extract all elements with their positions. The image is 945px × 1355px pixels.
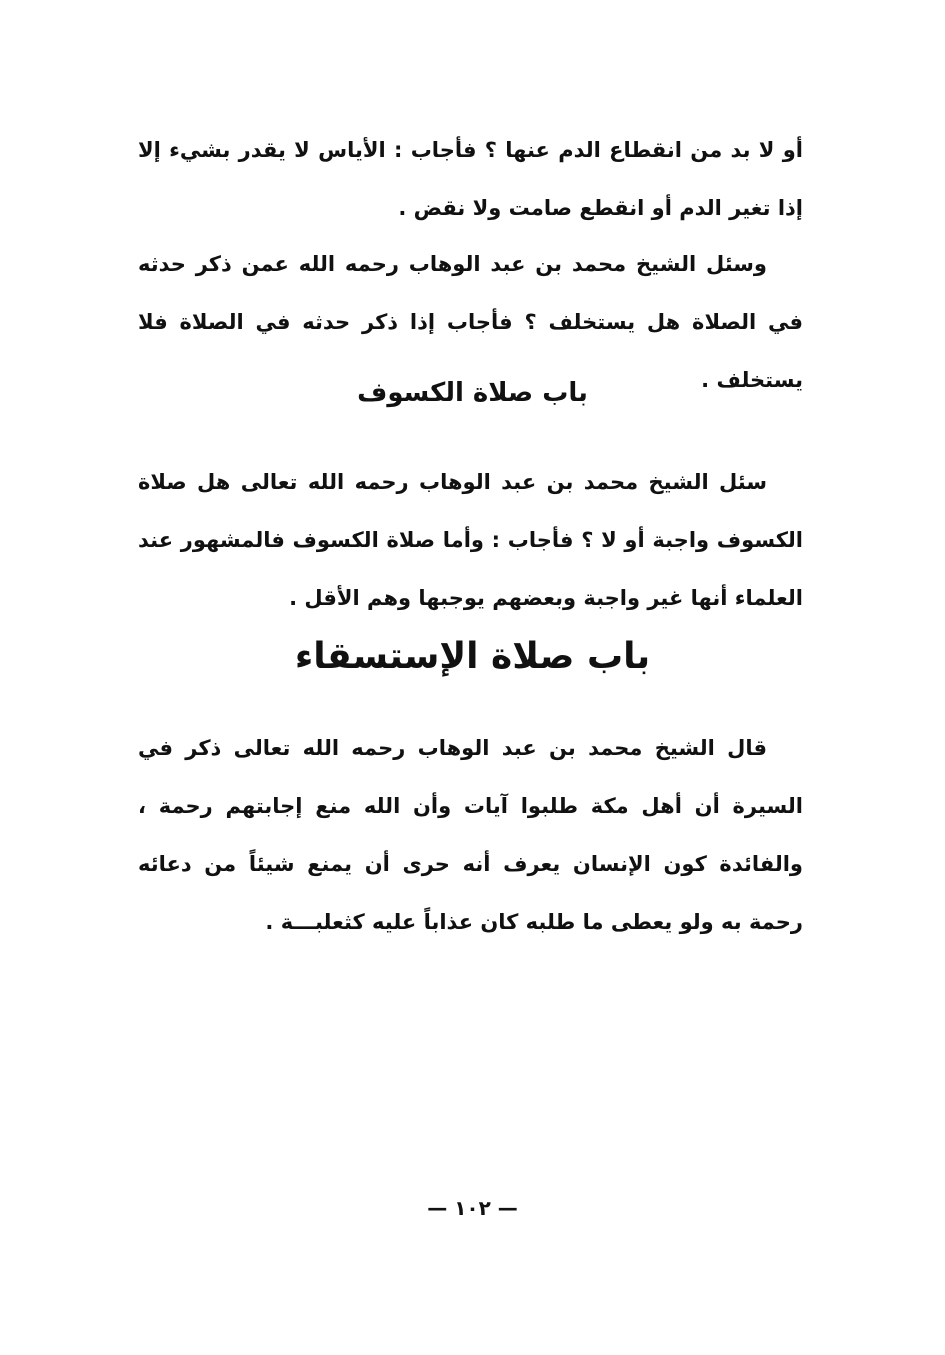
paragraph-prayer-successor: وسئل الشيخ محمد بن عبد الوهاب رحمه الله عمن ذكر حدثه في الصلاة هل يستخلف ؟ فأجاب إذا ذكر حدثه في الصلاة فلا يستخلف . xyxy=(138,252,803,392)
paragraph-rain-prayer: قال الشيخ محمد بن عبد الوهاب رحمه الله تعالى ذكر في السيرة أن أهل مكة طلبوا آيات وأن الله منع إجابتهم رحمة ، والفائدة كون الإنسان يعرف أنه حرى أن يمنع شيئاً من دعائه رحمة به ولو يعطى ما طلبه كان عذاباً عليه كثعلبـــة . xyxy=(138,736,803,934)
paragraph-menstruation-answer: أو لا بد من انقطاع الدم عنها ؟ فأجاب : الأياس لا يقدر بشيء إلا إذا تغير الدم أو انقطع صامت ولا نقض . xyxy=(138,138,803,220)
paragraph-eclipse-prayer: سئل الشيخ محمد بن عبد الوهاب رحمه الله تعالى هل صلاة الكسوف واجبة أو لا ؟ فأجاب : وأما صلاة الكسوف فالمشهور عند العلماء أنها غير واجبة وبعضهم يوجبها وهم الأقل . xyxy=(138,470,803,610)
heading-rain-prayer: باب صلاة الإستسقاء xyxy=(294,636,651,677)
page-number: — ١٠٢ — xyxy=(427,1196,518,1220)
heading-eclipse-prayer: باب صلاة الكسوف xyxy=(357,378,588,408)
